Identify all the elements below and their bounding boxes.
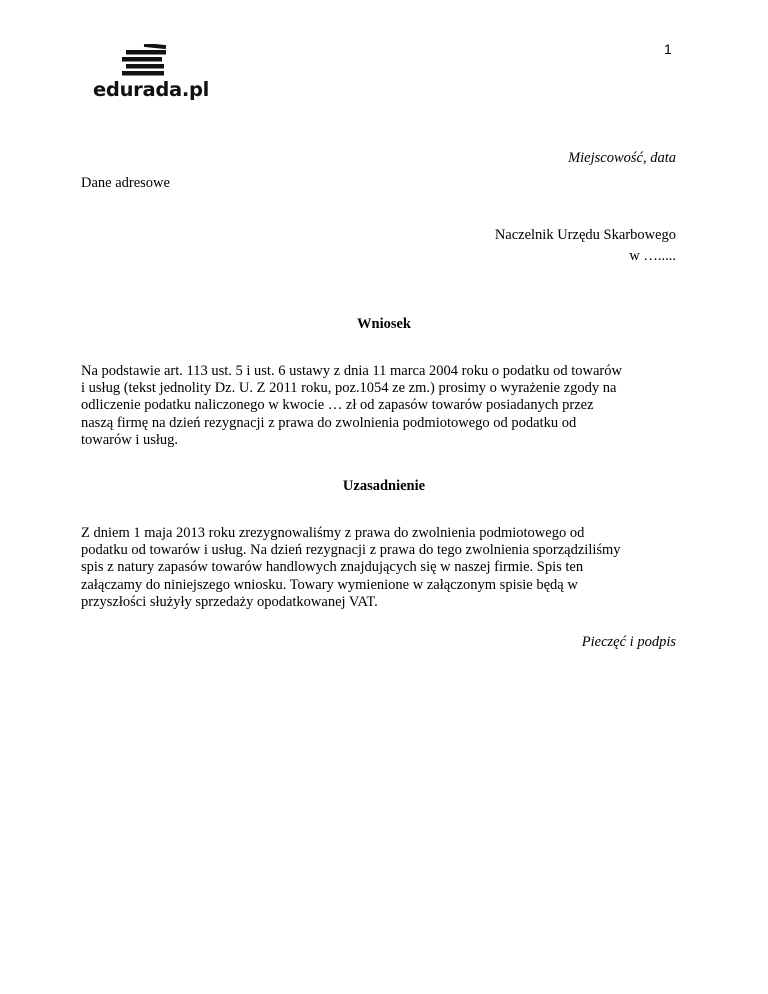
logo-text: edurada.pl (93, 78, 210, 101)
paragraph-line: i usług (tekst jednolity Dz. U. Z 2011 roku, poz.1054 ze zm.) prosimy o wyrażenie zgody na (81, 380, 617, 397)
recipient-block (495, 225, 676, 267)
paragraph-line: towarów i usług. (81, 431, 179, 448)
sender-address: Dane adresowe (81, 175, 170, 191)
paragraph-line: Z dniem 1 maja 2013 roku zrezygnowaliśmy z prawa do zwolnienia podmiotowego od (81, 525, 585, 541)
logo (93, 44, 210, 104)
paragraph-line: przyszłości służyły sprzedaży opodatkowanej VAT. (81, 593, 378, 610)
paragraph-line: załączamy do niniejszego wniosku. Towary wymienione w załączonym spisie będą w (81, 576, 578, 593)
place-date: Miejscowość, data (568, 150, 676, 166)
page-number: 1 (664, 41, 672, 57)
paragraph-line: spis z natury zapasów towarów handlowych znajdujących się w naszej firmie. Spis ten (81, 559, 584, 576)
paragraph-line: odliczenie podatku naliczonego w kwocie … zł od zapasów towarów posiadanych przez (81, 397, 594, 414)
justification-heading: Uzasadnienie (342, 478, 426, 494)
justification-paragraph (81, 525, 681, 611)
paragraph-line: Na podstawie art. 113 ust. 5 i ust. 6 ustawy z dnia 11 marca 2004 roku o podatku od towarów (81, 363, 622, 379)
recipient-line: w …..... (629, 248, 676, 264)
signature-label: Pieczęć i podpis (581, 634, 676, 650)
paragraph-line: naszą firmę na dzień rezygnacji z prawa do zwolnienia podmiotowego od podatku od (81, 414, 577, 431)
request-paragraph (81, 363, 681, 449)
recipient-line: Naczelnik Urzędu Skarbowego (494, 227, 676, 243)
request-heading: Wniosek (357, 316, 411, 332)
stacked-books-icon (120, 44, 172, 80)
paragraph-line: podatku od towarów i usług. Na dzień rezygnacji z prawa do tego zwolnienia sporządziliśmy (81, 542, 621, 559)
